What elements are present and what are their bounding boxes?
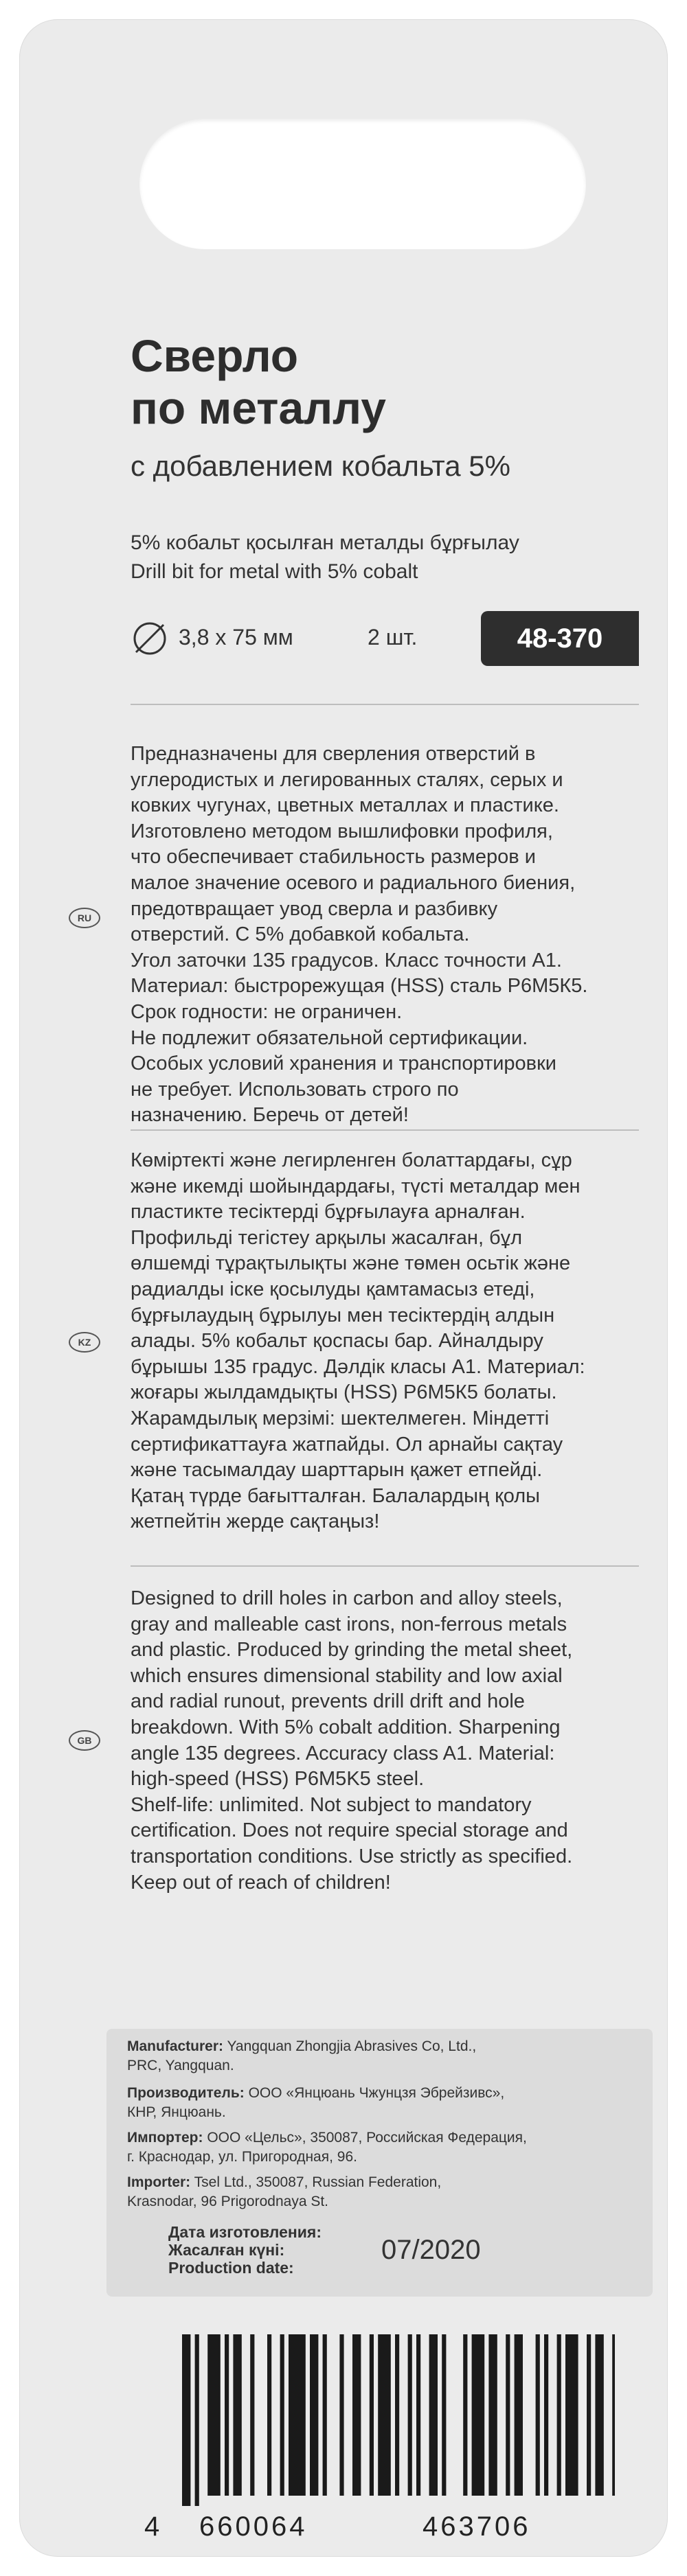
barcode-bar [339, 2334, 344, 2496]
desc-line: and radial runout, prevents drill drift and hole [131, 1690, 525, 1713]
desc-line: Материал: быстрорежущая (HSS) сталь Р6М5К5. [131, 975, 588, 998]
diameter-icon [131, 619, 169, 658]
title-line-1: Сверло [131, 330, 299, 381]
desc-line: which ensures dimensional stability and low axial [131, 1664, 563, 1687]
desc-line: Предназначены для сверления отверстий в [131, 743, 536, 765]
barcode-bar [395, 2334, 399, 2496]
desc-line: что обеспечивает стабильность размеров и [131, 846, 536, 869]
desc-line: сертификаттауға жатпайды. Ол арнайы сақтау [131, 1433, 563, 1456]
barcode-bar [370, 2334, 374, 2496]
divider [131, 704, 639, 705]
barcode-bar [182, 2334, 190, 2506]
barcode-bar [378, 2334, 391, 2496]
barcode-bar [442, 2334, 446, 2496]
barcode-bar [565, 2334, 578, 2496]
desc-line: Designed to drill holes in carbon and alloy steels, [131, 1587, 563, 1609]
desc-line: Keep out of reach of children! [131, 1871, 391, 1894]
barcode-bar [416, 2334, 420, 2496]
desc-line: малое значение осевого и радиального биения, [131, 871, 576, 894]
desc-line: Угол заточки 135 градусов. Класс точности А1. [131, 949, 562, 971]
spec-row [131, 611, 639, 666]
desc-line: Жарамдылық мерзімі: шектелмеген. Міндетті [131, 1407, 550, 1429]
divider [131, 1565, 639, 1567]
desc-line: жетпейтін жерде сақтаңыз! [131, 1510, 380, 1533]
desc-line: Қатаң түрде бағытталған. Балалардың қолы [131, 1484, 541, 1507]
barcode-bar [267, 2334, 271, 2496]
desc-line: алады. 5% кобальт қоспасы бар. Айналдыру [131, 1330, 543, 1353]
desc-line: Особых условий хранения и транспортировки [131, 1053, 556, 1075]
barcode [144, 2334, 653, 2544]
production-date-value: 07/2020 [381, 2235, 481, 2265]
desc-line: gray and malleable cast irons, non-ferrous metals [131, 1613, 567, 1635]
barcode-bar [280, 2334, 284, 2496]
manufacturer-line: Manufacturer: Yangquan Zhongjia Abrasives Co, Ltd., PRC, Yangquan. [127, 2038, 477, 2073]
desc-line: Көміртекті және легирленген болаттардағы, сұр [131, 1149, 572, 1171]
date-label-kz: Жасалған күні: [168, 2241, 285, 2259]
barcode-bar [557, 2334, 561, 2496]
divider [131, 1129, 639, 1131]
desc-line: Профильді тегістеу арқылы жасалған, бұл [131, 1226, 523, 1249]
barcode-bar [250, 2334, 254, 2496]
desc-line: предотвращает увод сверла и разбивку [131, 897, 498, 920]
barcode-bar [488, 2334, 497, 2496]
lang-badge-ru: RU [69, 908, 100, 928]
barcode-bar [429, 2334, 438, 2496]
desc-line: отверстий. С 5% добавкой кобальта. [131, 923, 470, 946]
description-ru [131, 741, 639, 1129]
desc-line: Shelf-life: unlimited. Not subject to mandatory [131, 1793, 532, 1816]
desc-line: breakdown. With 5% cobalt addition. Sharpening [131, 1716, 561, 1738]
desc-line: не требует. Использовать строго по [131, 1078, 459, 1101]
desc-line: Не подлежит обязательной сертификации. [131, 1026, 528, 1049]
lang-badge-gb: GB [69, 1730, 100, 1751]
barcode-bar [408, 2334, 412, 2496]
barcode-bar [587, 2334, 591, 2496]
barcode-bar [289, 2334, 306, 2496]
barcode-right-group: 463706 [423, 2511, 531, 2542]
barcode-bar [323, 2334, 327, 2496]
barcode-left-group: 660064 [199, 2511, 308, 2542]
barcode-bar [515, 2334, 523, 2496]
desc-line: Срок годности: не ограничен. [131, 1000, 403, 1023]
desc-line: ковких чугунах, цветных металлах и пластике. [131, 794, 559, 817]
desc-line: өлшемді тұрақтылықты және төмен осьтік және [131, 1252, 571, 1275]
barcode-bar [310, 2334, 318, 2496]
barcode-bar [612, 2334, 615, 2496]
barcode-bar [506, 2334, 510, 2496]
desc-line: бұрышы 135 градус. Дәлдік класы А1. Материал: [131, 1355, 585, 1378]
desc-line: және икемді шойындардағы, түсті металдар мен [131, 1175, 581, 1197]
barcode-bar [536, 2334, 540, 2496]
barcode-bar [472, 2334, 485, 2496]
desc-line: Изготовлено методом вышлифовки профиля, [131, 820, 553, 842]
barcode-bar [352, 2334, 361, 2496]
article-number-badge: 48-370 [481, 611, 639, 666]
drill-size: 3,8 x 75 мм [179, 625, 293, 649]
lang-badge-kz: KZ [69, 1332, 100, 1353]
desc-line: жоғары жылдамдықты (HSS) Р6М5К5 болаты. [131, 1381, 557, 1404]
manufacturer-info-panel [106, 2029, 653, 2297]
desc-line: certification. Does not require special storage and [131, 1819, 568, 1842]
hang-hole [139, 119, 586, 249]
barcode-first-digit: 4 [144, 2511, 160, 2542]
production-date-labels [168, 2223, 322, 2277]
product-subtitle: с добавлением кобальта 5% [131, 450, 511, 482]
alt-names [131, 529, 519, 586]
name-kz: 5% кобальт қосылған металды бұрғылау [131, 531, 519, 554]
barcode-bar [233, 2334, 241, 2496]
barcode-bar [195, 2334, 199, 2506]
product-title [131, 330, 653, 434]
barcode-bar [595, 2334, 603, 2496]
barcode-bar [463, 2334, 467, 2496]
producer-line: Производитель: ООО «Янцюань Чжунцзя Эбрейзивс», КНР, Янцюань. [127, 2085, 505, 2120]
date-label-ru: Дата изготовления: [168, 2223, 322, 2241]
date-label-en: Production date: [168, 2259, 294, 2277]
desc-line: transportation conditions. Use strictly as specified. [131, 1845, 573, 1867]
barcode-bar [207, 2334, 221, 2496]
desc-line: назначению. Беречь от детей! [131, 1104, 409, 1127]
desc-line: және тасымалдау шарттарын қажет етпейді. [131, 1459, 543, 1482]
name-en: Drill bit for metal with 5% cobalt [131, 560, 418, 583]
barcode-bars [182, 2334, 615, 2506]
importer-en-line: Importer: Tsel Ltd., 350087, Russian Federation, Krasnodar, 96 Prigorodnaya St. [127, 2174, 442, 2209]
quantity: 2 шт. [368, 625, 418, 649]
description-en [131, 1586, 639, 1896]
desc-line: бұрғылаудың бұрылуы мен тесіктердің алдын [131, 1304, 555, 1326]
importer-ru-line: Импортер: ООО «Цельс», 350087, Российская Федерация, г. Краснодар, ул. Пригородная, 96. [127, 2130, 527, 2165]
title-line-2: по металлу [131, 382, 386, 433]
barcode-bar [225, 2334, 229, 2496]
desc-line: углеродистых и легированных сталях, серых и [131, 768, 563, 791]
desc-line: angle 135 degrees. Accuracy class A1. Material: [131, 1742, 555, 1764]
description-kz [131, 1148, 639, 1535]
desc-line: пластикте тесіктерді бұрғылауға арналған. [131, 1201, 526, 1223]
barcode-bar [544, 2334, 548, 2496]
desc-line: high-speed (HSS) P6M5K5 steel. [131, 1768, 425, 1791]
desc-line: and plastic. Produced by grinding the metal sheet, [131, 1639, 573, 1661]
desc-line: радиалды іске қосылуды қамтамасыз етеді, [131, 1278, 535, 1300]
